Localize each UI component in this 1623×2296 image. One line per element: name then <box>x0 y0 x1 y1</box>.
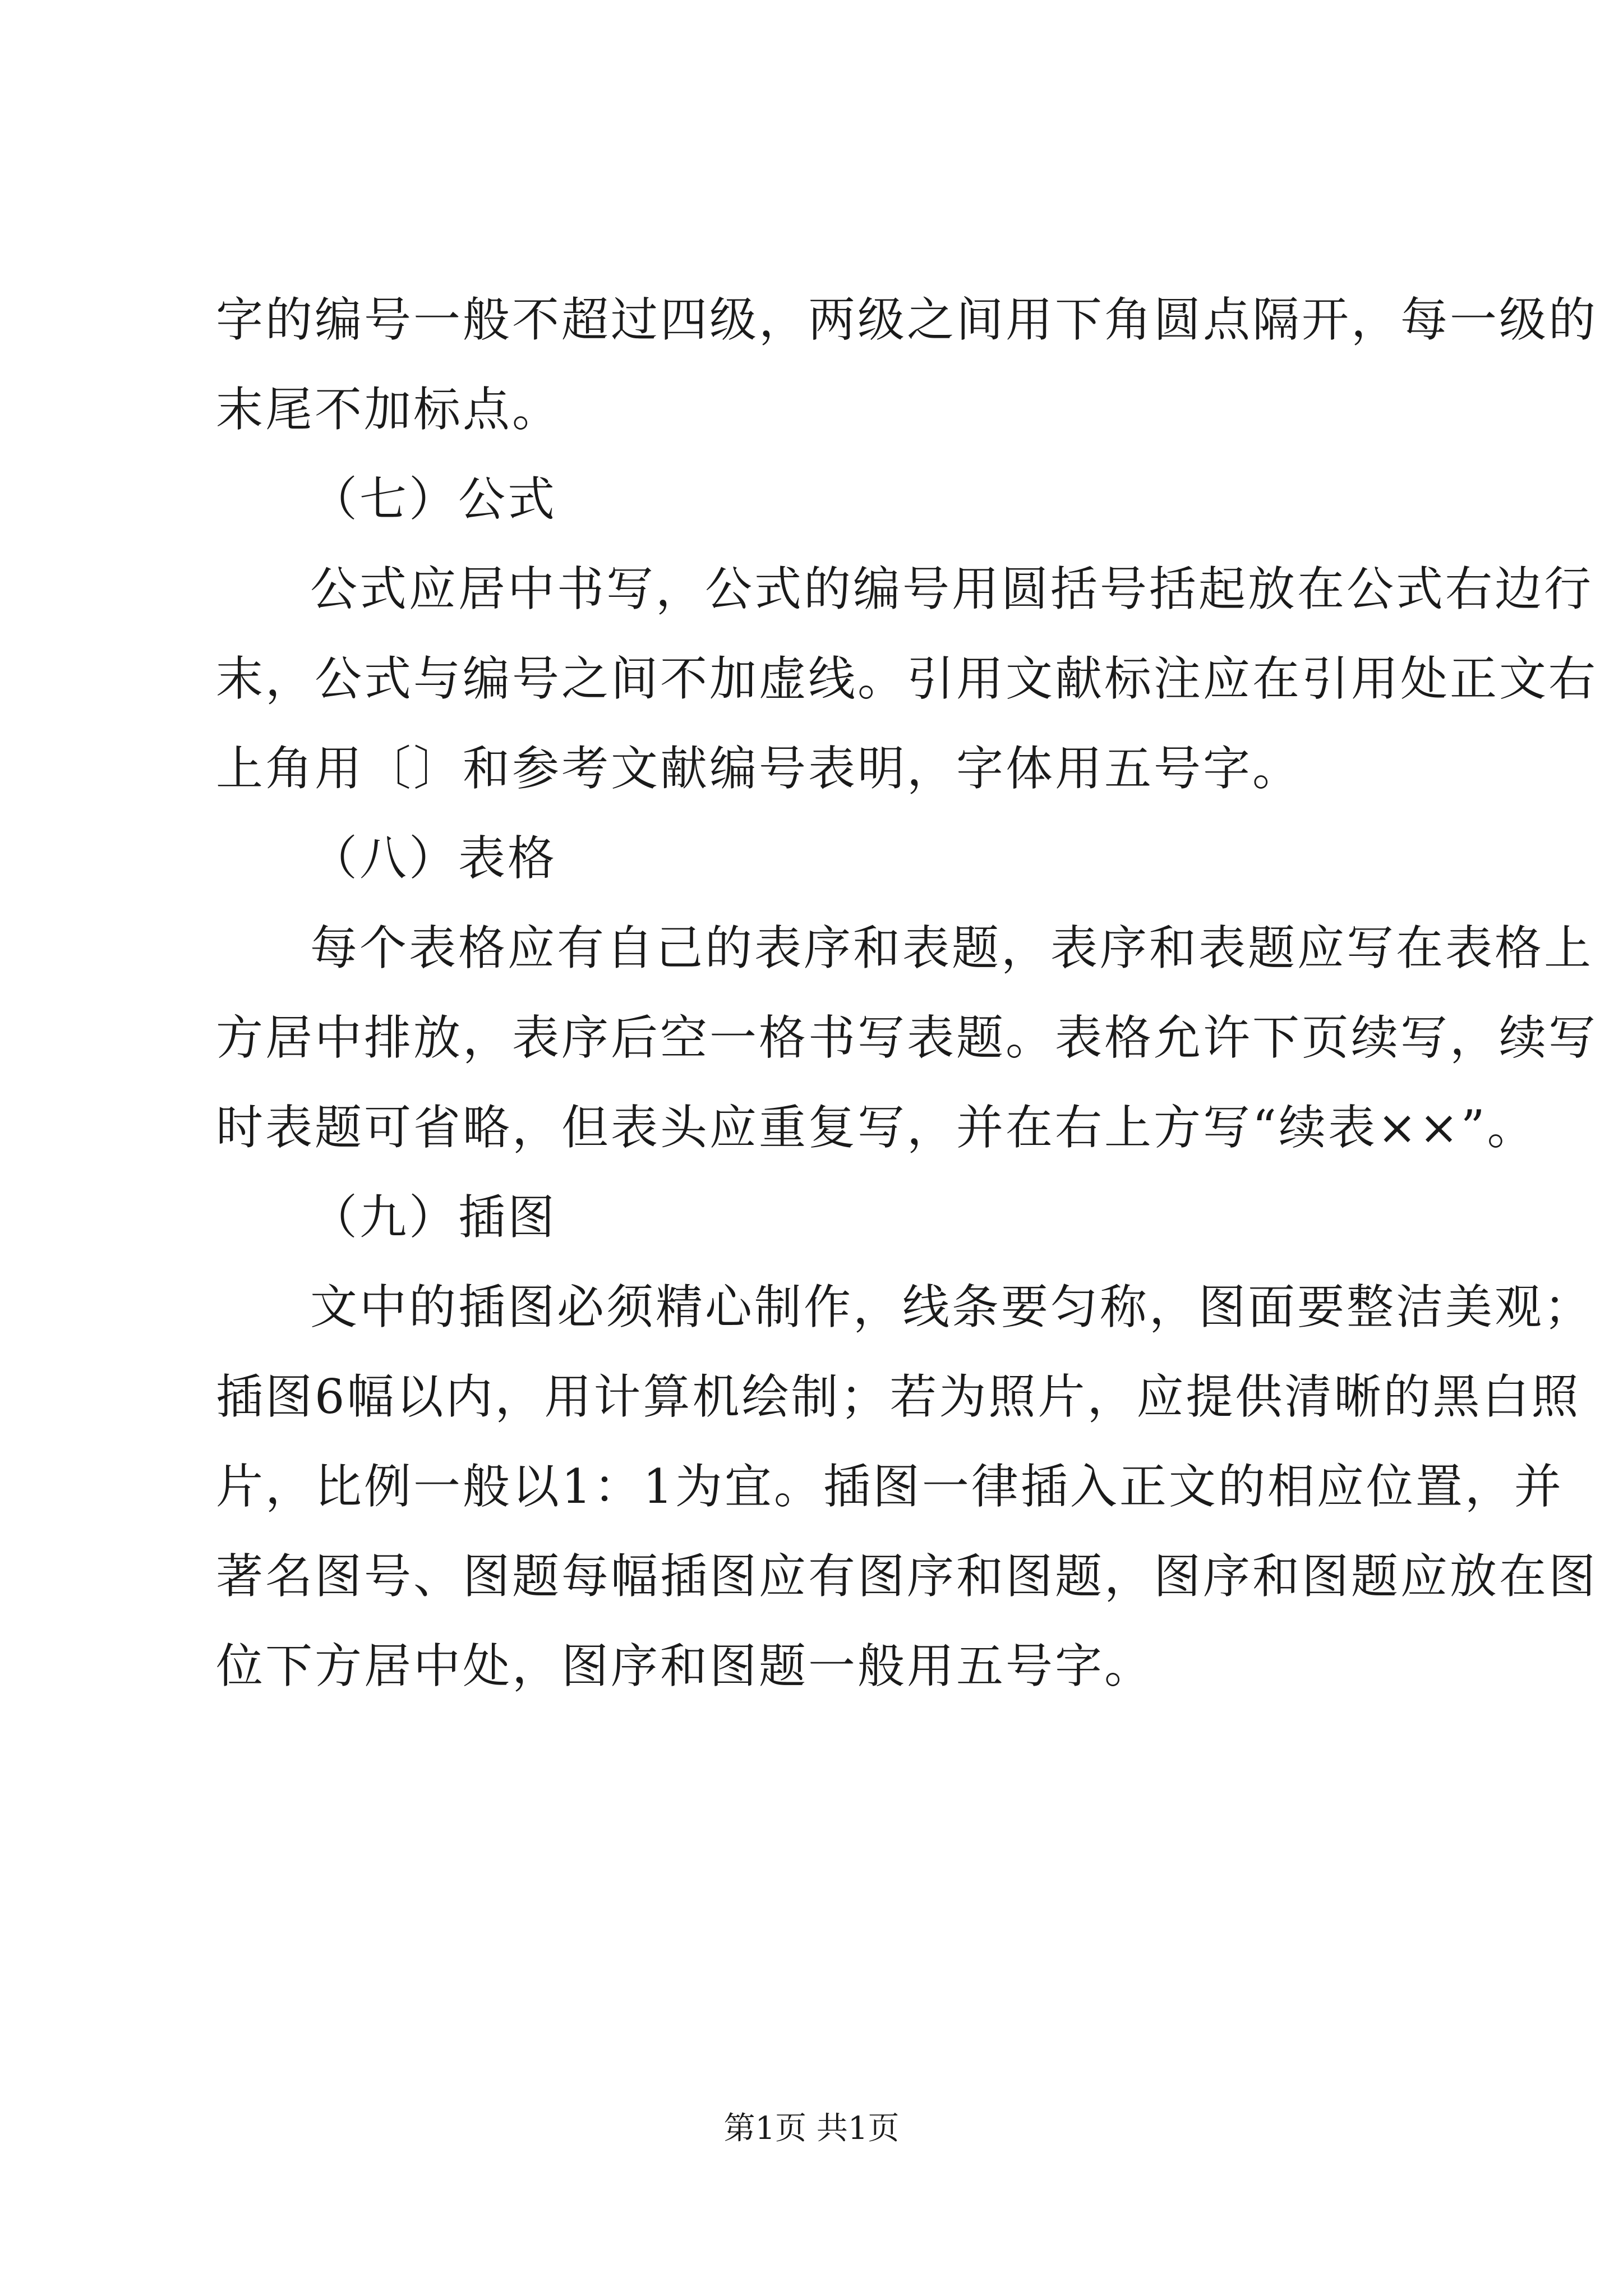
body-line: 每个表格应有自己的表序和表题，表序和表题应写在表格上 <box>310 921 1594 976</box>
document-body <box>216 292 1598 1728</box>
body-line: 字的编号一般不超过四级，两级之间用下角圆点隔开，每一级的 <box>216 292 1598 347</box>
body-line: 末，公式与编号之间不加虚线。引用文献标注应在引用处正文右 <box>216 651 1598 706</box>
body-line: 公式应居中书写，公式的编号用圆括号括起放在公式右边行 <box>310 562 1594 616</box>
page-number-footer: 第1页 共1页 <box>723 2110 900 2147</box>
body-line: 片，比例一般以1：1为宜。插图一律插入正文的相应位置，并 <box>216 1459 1564 1514</box>
section-heading-figure: （九）插图 <box>310 1190 557 1245</box>
body-line: 方居中排放，表序后空一格书写表题。表格允许下页续写，续写 <box>216 1010 1598 1065</box>
body-line: 时表题可省略，但表头应重复写，并在右上方写“续表××”。 <box>216 1100 1537 1155</box>
body-line: 上角用〔〕和参考文献编号表明，字体用五号字。 <box>216 741 1302 796</box>
body-line: 插图6幅以内，用计算机绘制；若为照片，应提供清晰的黑白照 <box>216 1369 1581 1424</box>
body-line: 文中的插图必须精心制作，线条要匀称，图面要整洁美观； <box>310 1280 1594 1335</box>
body-line: 末尾不加标点。 <box>216 382 562 437</box>
section-heading-table: （八）表格 <box>310 831 557 886</box>
body-line: 著名图号、图题每幅插图应有图序和图题，图序和图题应放在图 <box>216 1549 1598 1604</box>
body-line: 位下方居中处，图序和图题一般用五号字。 <box>216 1639 1154 1694</box>
section-heading-formula: （七）公式 <box>310 472 557 527</box>
